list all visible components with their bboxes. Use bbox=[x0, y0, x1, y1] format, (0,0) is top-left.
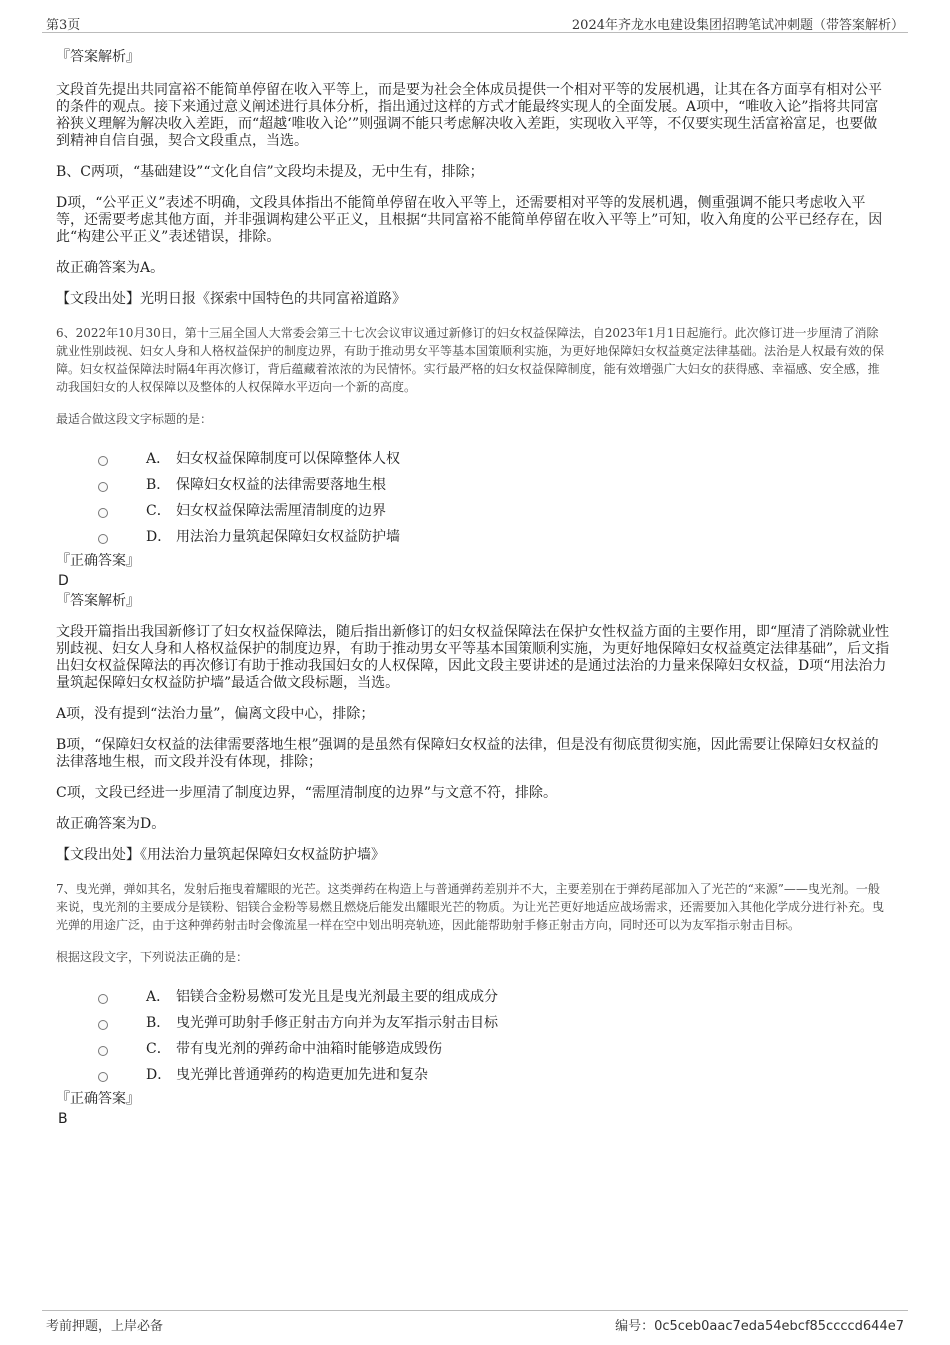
q6-option-d[interactable]: D． 用法治力量筑起保障妇女权益防护墙 bbox=[56, 524, 890, 550]
page-number: 第3页 bbox=[46, 18, 81, 33]
q6-option-c[interactable]: C． 妇女权益保障法需厘清制度的边界 bbox=[56, 498, 890, 524]
radio-icon[interactable] bbox=[98, 508, 108, 518]
q7-answer: B bbox=[58, 1111, 68, 1127]
q6-analysis-p2: A项，没有提到“法治力量”，偏离文段中心，排除； bbox=[56, 706, 375, 722]
q5-source: 【文段出处】光明日报《探索中国特色的共同富裕道路》 bbox=[56, 291, 406, 307]
q6-stem: 6、2022年10月30日，第十三届全国人大常委会第三十七次会议审议通过新修订的妇女权益保障法，自2023年1月1日起施行。此次修订进一步厘清了消除就业性别歧视、妇女人身和人格权益保护的制度边界，有助于推动男女平等基本国策顺利实施，为更好地保障妇女权益奠定法律基础。法治是人权最有效的保障。妇女权益保障法时隔4年再次修订，背后蕴藏着浓浓的为民情怀。实行最严格的妇女权益保障制度，能有效增强广大妇女的获得感、幸福感、安全感，推动我国妇女的人权保障以及整体的人权保障水平迈向一个新的高度。 bbox=[56, 326, 885, 394]
q6-analysis-conclusion: 故正确答案为D。 bbox=[56, 816, 166, 832]
q6-answer: D bbox=[58, 573, 69, 589]
radio-icon[interactable] bbox=[98, 1072, 108, 1082]
q6-source: 【文段出处】《用法治力量筑起保障妇女权益防护墙》 bbox=[56, 847, 385, 863]
q6-analysis-p4: C项，文段已经进一步厘清了制度边界，“需厘清制度的边界”与文意不符，排除。 bbox=[56, 785, 558, 801]
q5-analysis-p2: B、C两项，“基础建设”“文化自信”文段均未提及，无中生有，排除； bbox=[56, 164, 484, 180]
q6-analysis-label: 『答案解析』 bbox=[56, 593, 140, 609]
q7-option-d[interactable]: D． 曳光弹比普通弹药的构造更加先进和复杂 bbox=[56, 1062, 890, 1088]
q6-option-b[interactable]: B． 保障妇女权益的法律需要落地生根 bbox=[56, 472, 890, 498]
q6-question: 最适合做这段文字标题的是： bbox=[56, 412, 213, 426]
q7-answer-label: 『正确答案』 bbox=[56, 1091, 140, 1107]
document-title: 2024年齐龙水电建设集团招聘笔试冲刺题（带答案解析） bbox=[571, 18, 904, 33]
q5-analysis-conclusion: 故正确答案为A。 bbox=[56, 260, 165, 276]
radio-icon[interactable] bbox=[98, 456, 108, 466]
q6-analysis-p1: 文段开篇指出我国新修订了妇女权益保障法，随后指出新修订的妇女权益保障法在保护女性权益方面的主要作用，即“厘清了消除就业性别歧视、妇女人身和人格权益保护的制度边界，有助于推动男女平等基本国策顺利实施，为更好地保障妇女权益奠定法律基础”，后文指出妇女权益保障法的再次修订有助于推动我国妇女的人权保障，因此文段主要讲述的是通过法治的力量来保障妇女权益，D项“用法治力量筑起保障妇女权益防护墙”最适合做文段标题，当选。 bbox=[56, 624, 890, 691]
q5-analysis-p3: D项，“公平正义”表述不明确，文段具体指出不能简单停留在收入平等上，还需要相对平等的发展机遇，侧重强调不能只考虑收入平等，还需要考虑其他方面，并非强调构建公平正义，且根据“共同富裕不能简单停留在收入平等上”可知，收入角度的公平已经存在，因此“构建公平正义”表述错误，排除。 bbox=[56, 195, 883, 245]
q6-analysis-p3: B项，“保障妇女权益的法律需要落地生根”强调的是虽然有保障妇女权益的法律，但是没有彻底贯彻实施，因此需要让保障妇女权益的法律落地生根，而文段并没有体现，排除； bbox=[56, 737, 879, 770]
q7-question: 根据这段文字，下列说法正确的是： bbox=[56, 950, 249, 964]
q6-option-a[interactable]: A． 妇女权益保障制度可以保障整体人权 bbox=[56, 446, 890, 472]
radio-icon[interactable] bbox=[98, 534, 108, 544]
q5-analysis-p1: 文段首先提出共同富裕不能简单停留在收入平等上，而是要为社会全体成员提供一个相对平等的发展机遇，让其在各方面享有相对公平的条件的观点。接下来通过意义阐述进行具体分析，指出通过这样的方式才能最终实现人的全面发展。A项中，“唯收入论”指将共同富裕狭义理解为解决收入差距，而“超越‘唯收入论’”则强调不能只考虑解决收入差距，实现收入平等，不仅要实现生活富裕富足，也要做到精神自信自强，契合文段重点，当选。 bbox=[56, 82, 882, 149]
footer-slogan: 考前押题，上岸必备 bbox=[46, 1319, 164, 1334]
page-footer bbox=[42, 1310, 908, 1334]
q7-options bbox=[56, 984, 890, 1088]
q6-answer-label: 『正确答案』 bbox=[56, 553, 140, 569]
q7-option-b[interactable]: B． 曳光弹可助射手修正射击方向并为友军指示射击目标 bbox=[56, 1010, 890, 1036]
document-code: 编号：0c5ceb0aac7eda54ebcf85ccccd644e7 bbox=[615, 1319, 904, 1334]
q5-analysis-label: 『答案解析』 bbox=[56, 49, 140, 65]
radio-icon[interactable] bbox=[98, 994, 108, 1004]
radio-icon[interactable] bbox=[98, 1046, 108, 1056]
q7-option-c[interactable]: C． 带有曳光剂的弹药命中油箱时能够造成毁伤 bbox=[56, 1036, 890, 1062]
document-body bbox=[56, 46, 890, 1128]
page-header bbox=[42, 12, 908, 33]
q7-option-a[interactable]: A． 铝镁合金粉易燃可发光且是曳光剂最主要的组成成分 bbox=[56, 984, 890, 1010]
q7-stem: 7、曳光弹，弹如其名，发射后拖曳着耀眼的光芒。这类弹药在构造上与普通弹药差别并不大，主要差别在于弹药尾部加入了光芒的“来源”——曳光剂。一般来说，曳光剂的主要成分是镁粉、铝镁合金粉等易燃且燃烧后能发出耀眼光芒的物质。为让光芒更好地适应战场需求，还需要加入其他化学成分进行补充。曳光弹的用途广泛，由于这种弹药射击时会像流星一样在空中划出明亮轨迹，因此能帮助射手修正射击方向，同时还可以为友军指示射击目标。 bbox=[56, 882, 885, 932]
radio-icon[interactable] bbox=[98, 482, 108, 492]
radio-icon[interactable] bbox=[98, 1020, 108, 1030]
q6-options bbox=[56, 446, 890, 550]
